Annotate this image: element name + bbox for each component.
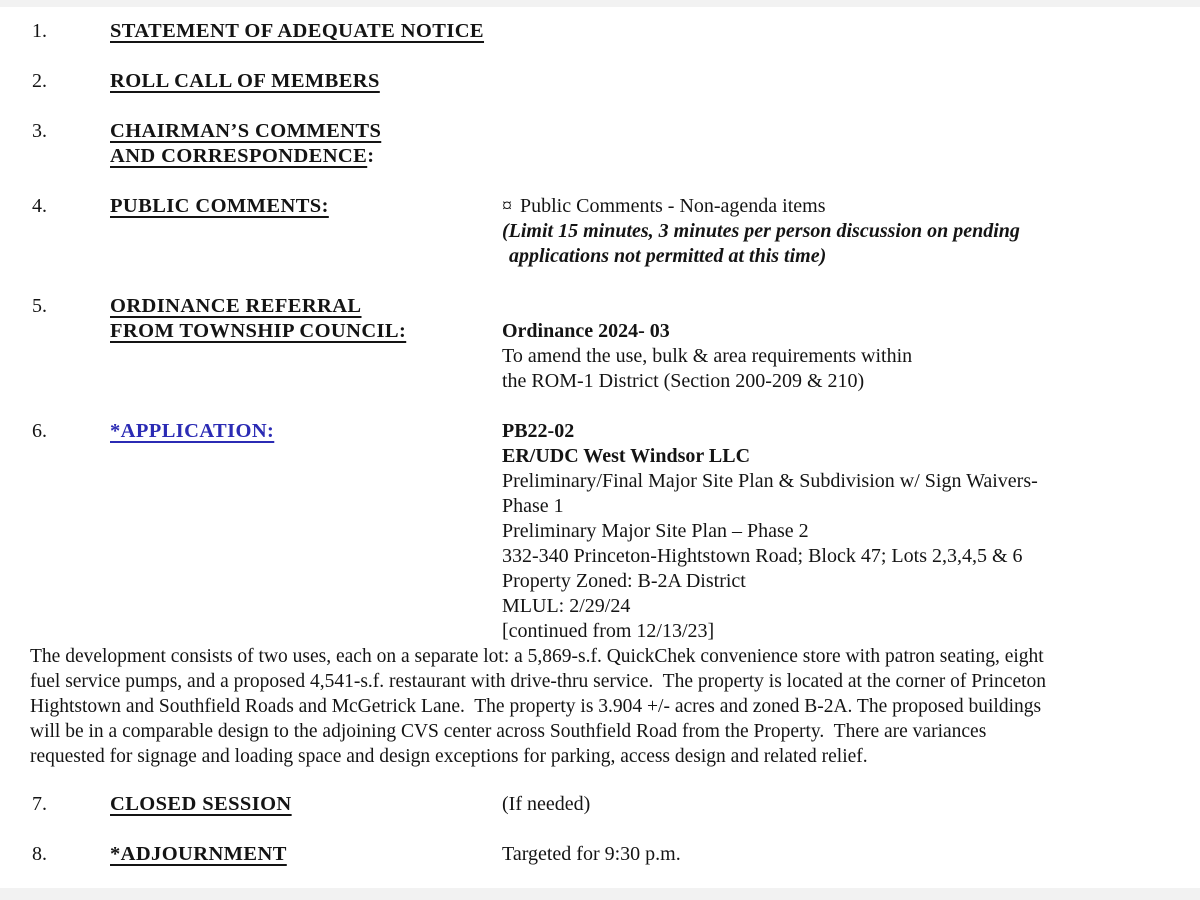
page-edge-bottom [0, 888, 1200, 900]
detail-line: [continued from 12/13/23] [502, 620, 715, 642]
heading-text: PUBLIC COMMENTS: [110, 195, 329, 217]
detail-line: Targeted for 9:30 p.m. [502, 843, 681, 865]
item-heading [110, 842, 287, 867]
application-link[interactable] [110, 419, 274, 444]
item-number: 8. [32, 843, 47, 865]
item-number: 5. [32, 295, 47, 317]
heading-text[interactable]: *APPLICATION: [110, 420, 275, 442]
item-heading [110, 69, 380, 94]
item-detail [502, 842, 681, 867]
description-line: The development consists of two uses, each on a separate lot: a 5,869-s.f. QuickChek convenience store with patron seating, eight [30, 646, 1044, 667]
detail-line: (Limit 15 minutes, 3 minutes per person discussion on pending [502, 220, 1020, 242]
item-detail [502, 194, 1020, 269]
item-heading [110, 119, 381, 169]
heading-text: CLOSED SESSION [110, 793, 292, 815]
item-detail [502, 319, 912, 394]
item-number: 3. [32, 120, 47, 142]
development-description [30, 644, 1046, 769]
item-detail [502, 792, 590, 817]
heading-text: FROM TOWNSHIP COUNCIL: [110, 320, 407, 342]
item-heading [110, 792, 292, 817]
detail-line: applications not permitted at this time) [509, 245, 827, 267]
item-detail [502, 419, 1038, 644]
heading-text: *ADJOURNMENT [110, 843, 287, 865]
detail-line: To amend the use, bulk & area requirements within [502, 345, 913, 367]
detail-line: MLUL: 2/29/24 [502, 595, 631, 617]
item-number: 7. [32, 793, 47, 815]
heading-text: CHAIRMAN’S COMMENTS [110, 120, 382, 142]
detail-line: ER/UDC West Windsor LLC [502, 445, 751, 467]
item-number: 2. [32, 70, 47, 92]
heading-text: AND CORRESPONDENCE [110, 145, 368, 167]
description-line: Hightstown and Southfield Roads and McGetrick Lane. The property is 3.904 +/- acres and zoned B-2A. The proposed buildings [30, 696, 1042, 717]
detail-line: PB22-02 [502, 420, 575, 442]
page-edge-top [0, 0, 1200, 7]
item-number: 6. [32, 420, 47, 442]
item-heading [110, 294, 406, 344]
heading-text: STATEMENT OF ADEQUATE NOTICE [110, 20, 485, 42]
detail-line: 332-340 Princeton-Hightstown Road; Block 47; Lots 2,3,4,5 & 6 [502, 545, 1023, 567]
detail-line: Property Zoned: B-2A District [502, 570, 746, 592]
heading-suffix: : [367, 145, 375, 167]
detail-line: (If needed) [502, 793, 591, 815]
detail-line: the ROM-1 District (Section 200-209 & 210) [502, 370, 865, 392]
detail-line [502, 194, 1020, 219]
description-line: fuel service pumps, and a proposed 4,541-s.f. restaurant with drive-thru service. The property is located at the corner of Princeton [30, 671, 1047, 692]
detail-line: Preliminary/Final Major Site Plan & Subdivision w/ Sign Waivers- [502, 470, 1038, 492]
item-number: 4. [32, 195, 47, 217]
detail-line: Preliminary Major Site Plan – Phase 2 [502, 520, 809, 542]
description-line: requested for signage and loading space and design exceptions for parking, access design and related relief. [30, 746, 868, 767]
item-heading [110, 194, 329, 219]
item-heading [110, 19, 484, 44]
description-line: will be in a comparable design to the adjoining CVS center across Southfield Road from the Property. There are variances [30, 721, 987, 742]
detail-line: Ordinance 2024- 03 [502, 320, 670, 342]
heading-text: ROLL CALL OF MEMBERS [110, 70, 380, 92]
heading-text: ORDINANCE REFERRAL [110, 295, 362, 317]
four-pointed-bullet-icon: ¤ [502, 195, 512, 217]
detail-text: Public Comments - Non-agenda items [520, 195, 826, 217]
detail-line: Phase 1 [502, 495, 564, 517]
item-number: 1. [32, 20, 47, 42]
